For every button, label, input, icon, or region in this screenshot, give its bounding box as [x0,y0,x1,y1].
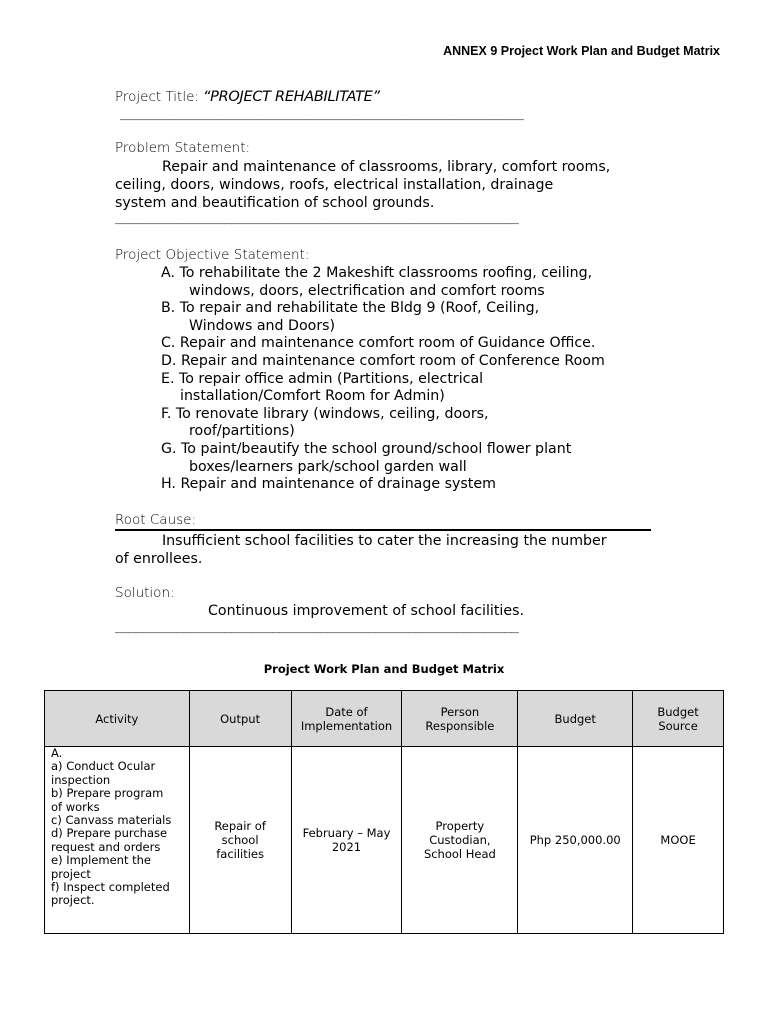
date-line: 2021 [331,840,362,854]
header-date-line: Implementation [300,718,393,733]
objective-item: E. To repair office admin (Partitions, electrical [161,371,484,387]
root-cause-rule [115,529,651,531]
root-cause-line: of enrollees. [115,551,203,567]
activity-line: c) Canvass materials [51,813,172,828]
activity-line: project. [51,893,95,908]
header-source [633,691,724,747]
cell-person [402,747,518,934]
solution-label: Solution: [115,585,175,601]
header-output: Output [189,691,291,747]
objective-item: installation/Comfort Room for Admin) [180,388,445,404]
cell-date [291,747,402,934]
cell-activity [45,747,190,934]
objective-item: B. To repair and rehabilitate the Bldg 9 (Roof, Ceiling, [161,300,540,316]
activity-line: inspection [51,772,111,787]
header-person-line: Person [440,704,480,719]
header-activity: Activity [45,691,190,747]
objective-item: H. Repair and maintenance of drainage system [161,476,496,492]
budget-matrix-table [44,690,724,934]
output-line: school [221,833,259,847]
objective-item: D. Repair and maintenance comfort room of Conference Room [161,353,605,369]
solution-underline: ___________________________________________________________ [115,619,518,634]
table-header-row [45,691,724,747]
project-title-value: “PROJECT REHABILITATE” [202,89,380,105]
project-title-label: Project Title: [115,89,199,105]
problem-underline: ___________________________________________________________ [115,210,518,225]
activity-line: e) Implement the [51,853,151,868]
header-date-line: Date of [325,704,368,719]
problem-line: ceiling, doors, windows, roofs, electrical installation, drainage [115,177,554,193]
activity-line: f) Inspect completed [51,880,170,895]
cell-source: MOOE [633,747,724,934]
activity-line: b) Prepare program [51,786,164,801]
table-row [45,747,724,934]
person-line: Custodian, [429,833,491,847]
objective-item: boxes/learners park/school garden wall [189,459,467,475]
problem-label: Problem Statement: [115,140,251,156]
person-line: School Head [423,847,496,861]
cell-budget: Php 250,000.00 [518,747,633,934]
output-line: Repair of [214,819,266,833]
objective-item: G. To paint/beautify the school ground/school flower plant [161,441,572,457]
root-cause-line: Insufficient school facilities to cater the increasing the number [162,533,607,549]
header-source-line: Source [658,718,698,733]
header-person-line: Responsible [425,718,495,733]
date-line: February – May [302,826,391,840]
activity-line: request and orders [51,839,161,854]
activity-line: project [51,866,91,881]
header-source-line: Budget [657,704,699,719]
header-person [402,691,518,747]
objective-label: Project Objective Statement: [115,247,310,263]
objective-item: C. Repair and maintenance comfort room of Guidance Office. [161,335,596,351]
solution-text: Continuous improvement of school facilities. [208,603,524,619]
output-line: facilities [216,847,264,861]
objective-item: A. To rehabilitate the 2 Makeshift classrooms roofing, ceiling, [161,265,593,281]
activity-line: d) Prepare purchase [51,826,168,841]
header-budget: Budget [518,691,633,747]
objective-item: roof/partitions) [189,423,295,439]
project-title-row [115,88,380,106]
objective-item: windows, doors, electrification and comfort rooms [189,283,545,299]
root-cause-label: Root Cause: [115,512,197,528]
objective-item: F. To renovate library (windows, ceiling, doors, [161,406,489,422]
activity-line: A. [51,746,63,760]
header-date [291,691,402,747]
title-underline: ___________________________________________________________ [120,106,523,121]
activity-line: a) Conduct Ocular [51,759,156,774]
table-title: Project Work Plan and Budget Matrix [263,662,505,676]
cell-output [189,747,291,934]
person-line: Property [435,819,485,833]
problem-line: system and beautification of school grounds. [115,195,435,211]
problem-line: Repair and maintenance of classrooms, library, comfort rooms, [162,159,611,175]
objective-item: Windows and Doors) [189,318,336,334]
activity-line: of works [51,799,100,814]
annex-header: ANNEX 9 Project Work Plan and Budget Matrix [443,44,720,58]
